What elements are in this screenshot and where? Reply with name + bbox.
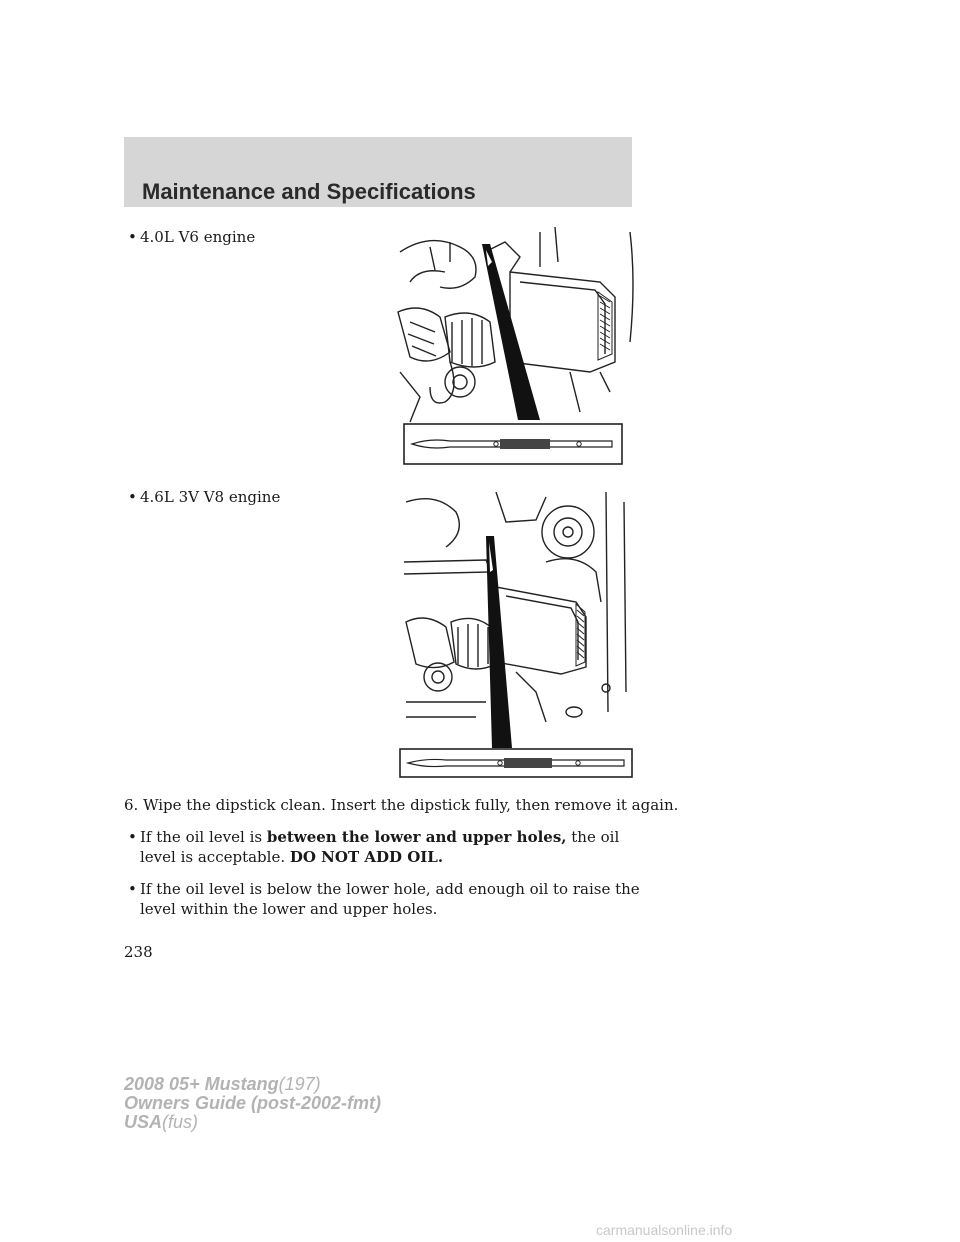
- list-item-add-oil: [124, 879, 644, 919]
- figure-caption-v6: [128, 228, 255, 246]
- step-6-text: 6. Wipe the dipstick clean. Insert the dipstick fully, then remove it again.: [124, 796, 679, 814]
- footer-model-code: (197): [278, 1074, 321, 1094]
- v6-engine-drawing: [390, 222, 636, 468]
- footer-model: 2008 05+ Mustang: [124, 1074, 279, 1094]
- footer-line-3: [124, 1113, 381, 1132]
- bullet-glyph: •: [128, 228, 137, 246]
- bullet-glyph: •: [128, 828, 137, 846]
- list-item-acceptable: [124, 827, 644, 867]
- bullet-glyph: •: [128, 488, 137, 506]
- text-warning: DO NOT ADD OIL.: [289, 848, 444, 866]
- page-number: 238: [124, 943, 153, 961]
- v6-engine-dipstick-illustration: [390, 222, 636, 468]
- section-header: [124, 137, 632, 207]
- text-emphasis: between the lower and upper holes,: [266, 828, 567, 846]
- text-segment: If the oil level is: [140, 828, 267, 846]
- bullet-glyph: •: [128, 880, 137, 898]
- caption-text: 4.0L V6 engine: [140, 228, 256, 246]
- watermark-link[interactable]: carmanualsonline.info: [596, 1222, 733, 1238]
- footer-region-code: (fus): [162, 1112, 199, 1132]
- v8-engine-drawing: [396, 492, 636, 778]
- footer-line-1: [124, 1075, 381, 1094]
- caption-text: 4.6L 3V V8 engine: [140, 488, 281, 506]
- list-item-text: If the oil level is below the lower hole, add enough oil to raise the level within the lower and upper holes.: [140, 880, 640, 918]
- text-segment: the oil level is acceptable.: [140, 828, 620, 866]
- footer-region: USA: [124, 1112, 163, 1132]
- figure-caption-v8: [128, 488, 280, 506]
- document-footer: [124, 1075, 381, 1132]
- footer-line-2: Owners Guide (post-2002-fmt): [124, 1093, 382, 1113]
- v8-engine-dipstick-illustration: [396, 492, 636, 778]
- list-item-text: [124, 827, 644, 867]
- section-title: Maintenance and Specifications: [142, 179, 476, 204]
